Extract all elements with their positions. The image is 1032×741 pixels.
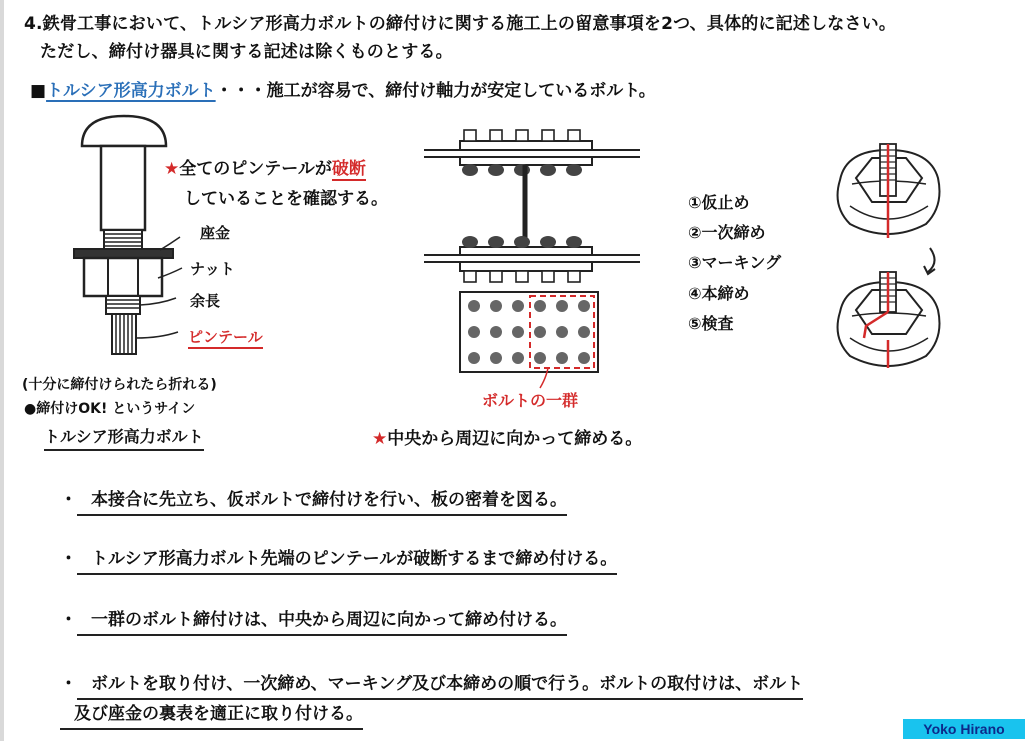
bullet-mark: ・	[60, 549, 77, 569]
step-4: ④本締め	[688, 284, 750, 303]
answer-text-1: 本接合に先立ち、仮ボルトで締付けを行い、板の密着を図る。	[77, 486, 567, 516]
bullet-mark: ・	[60, 674, 77, 694]
answer-bullet-2	[60, 545, 617, 575]
pintail-note-part2: していることを確認する。	[184, 189, 388, 209]
pintail-note-part1: 全てのピンテールが	[179, 159, 332, 179]
label-washer: 座金	[200, 224, 231, 242]
label-extra-length: 余長	[190, 292, 221, 310]
star-icon: ★	[372, 429, 388, 449]
step-1: ①仮止め	[688, 193, 750, 212]
nut-before-tightening	[838, 144, 940, 238]
tighten-order-text: 中央から周辺に向かって締める。	[387, 429, 643, 449]
step-5: ⑤検査	[688, 314, 734, 333]
answer-bullet-4-cont	[60, 700, 363, 730]
answer-bullet-1	[60, 486, 567, 516]
bolt-group-label: ボルトの一群	[482, 391, 579, 410]
heading-description: ・・・施工が容易で、締付け軸力が安定しているボルト。	[215, 81, 656, 101]
label-pintail: ピンテール	[188, 326, 263, 349]
answer-bullet-4	[60, 670, 803, 700]
step-3: ③マーキング	[688, 253, 782, 272]
author-signature: Yoko Hirano	[903, 719, 1025, 739]
bolt-caption: トルシア形高力ボルト	[44, 424, 204, 451]
bullet-mark: ・	[60, 610, 77, 630]
answer-text-3: 一群のボルト締付けは、中央から周辺に向かって締め付ける。	[77, 606, 567, 636]
answer-bullet-3	[60, 606, 567, 636]
question-line-2: ただし、締付け器具に関する記述は除くものとする。	[40, 42, 453, 62]
bolt-note-breaks: (十分に締付けられたら折れる)	[22, 377, 217, 393]
step-2: ②一次締め	[688, 223, 766, 242]
bullet-mark: ・	[60, 490, 77, 510]
answer-text-4b: 及び座金の裏表を適正に取り付ける。	[60, 700, 363, 730]
answer-text-4a: ボルトを取り付け、一次締め、マーキング及び本締めの順で行う。ボルトの取付けは、ボルト	[77, 670, 803, 700]
square-bullet-icon: ■	[30, 81, 47, 101]
heading-term: トルシア形高力ボルト	[46, 81, 216, 101]
question-line-1: 4.鉄骨工事において、トルシア形高力ボルトの締付けに関する施工上の留意事項を2つ、具体的に記述しなさい。	[24, 14, 897, 34]
rotate-arrow-icon	[928, 248, 935, 272]
answer-text-2: トルシア形高力ボルト先端のピンテールが破断するまで締め付ける。	[77, 545, 617, 575]
bolt-note-ok-sign: ●締付けOK! というサイン	[24, 401, 196, 417]
nut-after-tightening	[838, 272, 940, 368]
star-icon: ★	[164, 159, 180, 179]
label-nut: ナット	[190, 260, 235, 278]
pintail-note-highlight: 破断	[331, 159, 366, 179]
